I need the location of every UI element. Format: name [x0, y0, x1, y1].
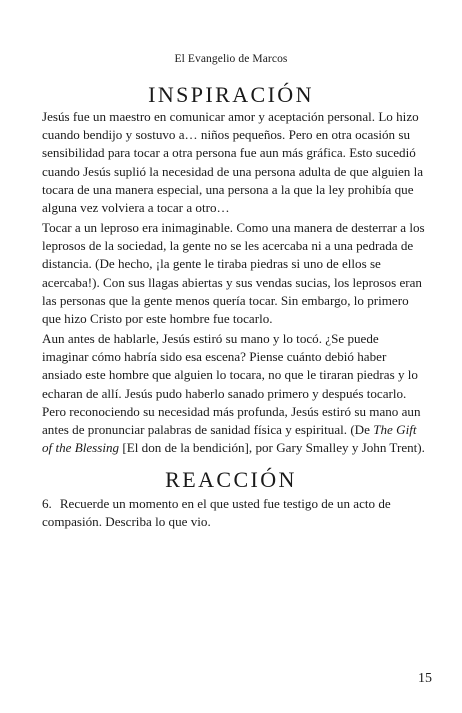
paragraph-3-citation: [El don de la bendición], por Gary Smalley y John Trent). — [119, 440, 425, 456]
paragraph-3-text: Aun antes de hablarle, Jesús estiró su mano y lo tocó. ¿Se puede imaginar cómo habría sido esa escena? Piense cuánto debió haber ansiado este hombre que alguien lo tocara, no que le tiraran piedras y lo echaran de allí. Jesús pudo haberlo sanado primero y después tocarlo. Pero reconociendo su necesidad más profunda, Jesús estiró su mano aun antes de pronunciar palabras de sanidad física y espiritual. (De — [42, 331, 421, 438]
paragraph-3 — [42, 330, 426, 457]
page-number: 15 — [418, 671, 432, 686]
book-title: The Gift of the Blessing — [42, 422, 417, 456]
running-header: El Evangelio de Marcos — [174, 53, 288, 65]
paragraph-1: Jesús fue un maestro en comunicar amor y aceptación personal. Lo hizo cuando bendijo y sostuvo a… niños pequeños. Pero en otra ocasión su sensibilidad para tocar a otra persona fue aun más gráfica. Esto sucedió cuando Jesús suplió la necesidad de una persona adulta de que alguien la tocara de una manera especial, una persona a la que la ley prohibía que alguna vez volviera a tocar a otro… — [42, 109, 424, 216]
section-heading-reaccion: REACCIÓN — [165, 467, 297, 492]
question-text: Recuerde un momento en el que usted fue testigo de un acto de compasión. Describa lo que vio. — [42, 496, 391, 530]
question-6 — [42, 495, 426, 531]
section-heading-inspiracion: INSPIRACIÓN — [148, 82, 314, 107]
paragraph-2: Tocar a un leproso era inimaginable. Como una manera de desterrar a los leprosos de la sociedad, la gente no se les acercaba ni a una pedrada de distancia. (De hecho, ¡la gente le tiraba piedras si uno de ellos se acercaba!). Con sus llagas abiertas y sus vendas sucias, los leprosos eran las personas que la gente menos quería tocar. Sin embargo, lo primero que hizo Cristo por este hombre fue tocarlo. — [42, 220, 425, 327]
question-number: 6. — [42, 496, 52, 511]
